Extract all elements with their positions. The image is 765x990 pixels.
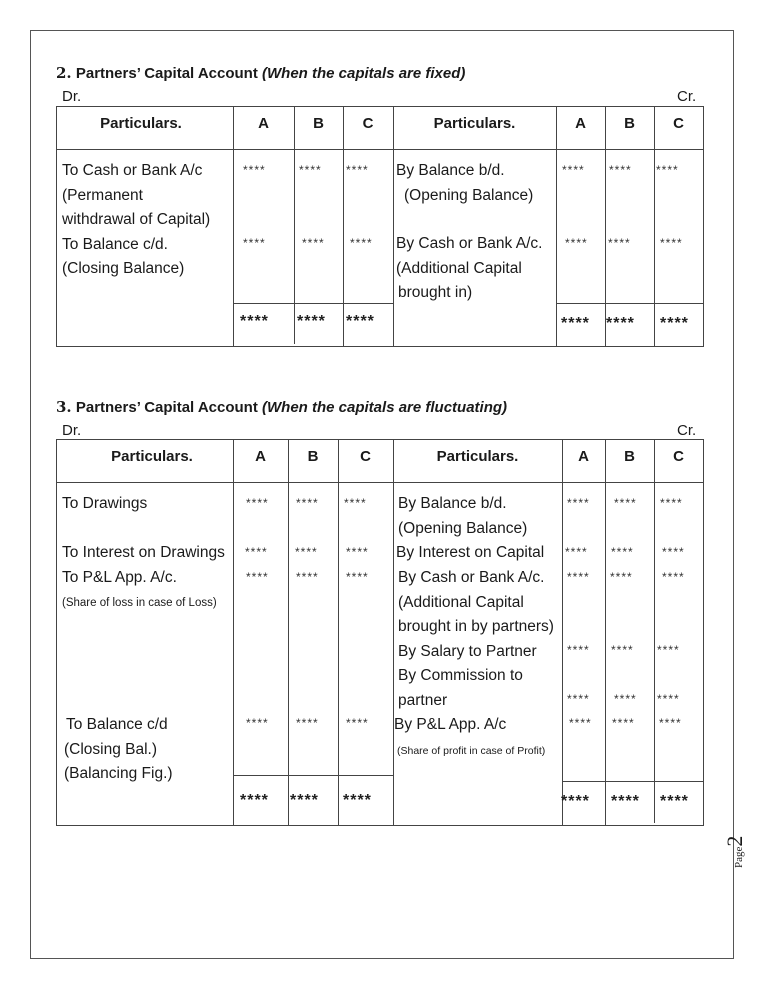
credit-amount-a: **** bbox=[562, 163, 585, 177]
debit-amount-c: **** bbox=[346, 716, 369, 730]
credit-amount-c: **** bbox=[659, 716, 682, 730]
credit-row-particulars: By Balance b/d. (Opening Balance) bbox=[396, 162, 534, 204]
credit-row-particulars: By Balance b/d. (Opening Balance) bbox=[398, 495, 528, 537]
debit-amount-b: **** bbox=[302, 236, 325, 250]
credit-amount-c: **** bbox=[657, 692, 680, 706]
page-number bbox=[722, 836, 748, 868]
debit-total-a: **** bbox=[240, 792, 269, 809]
credit-amount-c: **** bbox=[662, 570, 685, 584]
debit-row-note: (Share of loss in case of Loss) bbox=[62, 597, 217, 609]
debit-amount-a: **** bbox=[243, 163, 266, 177]
debit-amount-c: **** bbox=[346, 163, 369, 177]
credit-amount-b: **** bbox=[611, 643, 634, 657]
credit-total-b: **** bbox=[606, 315, 635, 332]
section-title bbox=[56, 64, 465, 82]
header-particulars-debit: Particulars. bbox=[100, 115, 182, 132]
header-c-credit: C bbox=[673, 115, 684, 132]
debit-row-particulars: To Drawings bbox=[62, 495, 148, 512]
debit-total-c: **** bbox=[343, 792, 372, 809]
debit-amount-b: **** bbox=[296, 570, 319, 584]
credit-amount-b: **** bbox=[609, 163, 632, 177]
section-number: 2. bbox=[56, 64, 72, 82]
debit-total-b: **** bbox=[297, 313, 326, 330]
debit-label: Dr. bbox=[62, 88, 82, 105]
debit-amount-c: **** bbox=[346, 570, 369, 584]
header-c-debit: C bbox=[360, 448, 371, 465]
credit-amount-c: **** bbox=[660, 496, 683, 510]
credit-label: Cr. bbox=[677, 422, 697, 439]
credit-amount-c: **** bbox=[660, 236, 683, 250]
debit-total-a: **** bbox=[240, 313, 269, 330]
header-a-credit: A bbox=[578, 448, 589, 465]
debit-row-particulars: To P&L App. A/c. bbox=[62, 569, 177, 586]
credit-total-c: **** bbox=[660, 315, 689, 332]
credit-amount-a: **** bbox=[569, 716, 592, 730]
credit-row-particulars: By Commission to partner bbox=[398, 667, 523, 709]
credit-amount-b: **** bbox=[614, 496, 637, 510]
credit-amount-a: **** bbox=[567, 570, 590, 584]
credit-amount-a: **** bbox=[567, 496, 590, 510]
debit-row-particulars: To Balance c/d (Closing Bal.) (Balancing Fig.) bbox=[64, 716, 173, 782]
section-subtitle: (When the capitals are fixed) bbox=[262, 65, 466, 82]
section-heading: Partners’ Capital Account bbox=[75, 65, 258, 82]
credit-total-a: **** bbox=[561, 315, 590, 332]
debit-amount-a: **** bbox=[246, 570, 269, 584]
header-c-debit: C bbox=[362, 115, 374, 132]
debit-amount-c: **** bbox=[346, 545, 369, 559]
debit-amount-c: **** bbox=[344, 496, 367, 510]
credit-amount-b: **** bbox=[612, 716, 635, 730]
credit-amount-c: **** bbox=[656, 163, 679, 177]
credit-row-particulars: By Cash or Bank A/c. (Additional Capital brought in by partners) bbox=[398, 569, 554, 635]
credit-amount-a: **** bbox=[565, 236, 588, 250]
section-title bbox=[56, 398, 507, 416]
credit-amount-b: **** bbox=[614, 692, 637, 706]
debit-amount-a: **** bbox=[245, 545, 268, 559]
debit-amount-b: **** bbox=[296, 496, 319, 510]
credit-row-note: (Share of profit in case of Profit) bbox=[397, 745, 546, 757]
debit-amount-b: **** bbox=[296, 716, 319, 730]
debit-amount-a: **** bbox=[246, 496, 269, 510]
header-b-credit: B bbox=[624, 448, 635, 465]
debit-amount-b: **** bbox=[299, 163, 322, 177]
credit-amount-c: **** bbox=[662, 545, 685, 559]
debit-total-c: **** bbox=[346, 313, 375, 330]
credit-label: Cr. bbox=[677, 88, 697, 105]
header-b-credit: B bbox=[624, 115, 635, 132]
credit-amount-b: **** bbox=[611, 545, 634, 559]
header-c-credit: C bbox=[673, 448, 684, 465]
credit-amount-c: **** bbox=[657, 643, 680, 657]
credit-total-a: **** bbox=[561, 793, 590, 810]
credit-total-b: **** bbox=[611, 793, 640, 810]
credit-amount-a: **** bbox=[565, 545, 588, 559]
credit-total-c: **** bbox=[660, 793, 689, 810]
debit-row-particulars: To Cash or Bank A/c (Permanent withdrawal of Capital) To Balance c/d. (Closing Balance) bbox=[62, 162, 211, 277]
credit-row-particulars: By Salary to Partner bbox=[398, 643, 537, 660]
credit-row-particulars: By Cash or Bank A/c. (Additional Capital brought in) bbox=[396, 235, 543, 301]
debit-amount-b: **** bbox=[295, 545, 318, 559]
header-particulars-credit: Particulars. bbox=[433, 115, 516, 132]
debit-label: Dr. bbox=[62, 422, 82, 439]
debit-amount-a: **** bbox=[243, 236, 266, 250]
header-particulars-credit: Particulars. bbox=[436, 448, 519, 465]
credit-row-particulars: By P&L App. A/c bbox=[394, 716, 507, 733]
page-label: Page bbox=[733, 846, 745, 868]
section-heading: Partners’ Capital Account bbox=[75, 399, 258, 416]
debit-row-particulars: To Interest on Drawings bbox=[62, 544, 225, 561]
header-a-credit: A bbox=[575, 115, 586, 132]
section-number: 3. bbox=[56, 398, 72, 416]
credit-amount-a: **** bbox=[567, 643, 590, 657]
header-particulars-debit: Particulars. bbox=[111, 448, 193, 465]
debit-amount-c: **** bbox=[350, 236, 373, 250]
header-b-debit: B bbox=[307, 448, 319, 465]
header-b-debit: B bbox=[313, 115, 324, 132]
credit-amount-b: **** bbox=[608, 236, 631, 250]
debit-total-b: **** bbox=[290, 792, 319, 809]
debit-amount-a: **** bbox=[246, 716, 269, 730]
credit-amount-b: **** bbox=[610, 570, 633, 584]
credit-row-particulars: By Interest on Capital bbox=[396, 544, 545, 561]
section-subtitle: (When the capitals are fluctuating) bbox=[262, 399, 508, 416]
header-a-debit: A bbox=[255, 448, 266, 465]
credit-amount-a: **** bbox=[567, 692, 590, 706]
header-a-debit: A bbox=[258, 115, 269, 132]
page-number-value: 2 bbox=[722, 835, 747, 847]
